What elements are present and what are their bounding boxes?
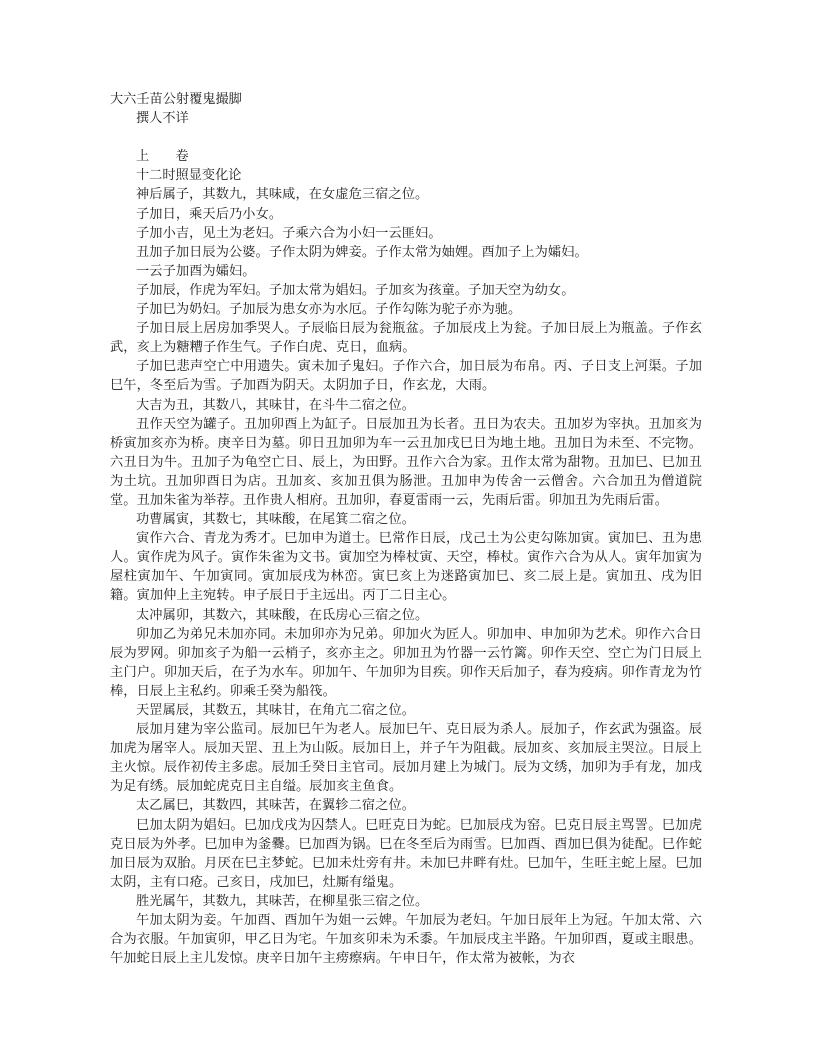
paragraph-wu-intro: 胜光属午，其数九，其味苦，在柳星张三宿之位。 [136,893,429,909]
paragraph-chen-line-1: 辰加月建为宰公监司。辰加巳午为老人。辰加巳午、克日辰为杀人。辰加子，作玄武为强盗。辰加虎为屠宰人。辰加天罡、丑上为山阪。辰加日上，并子午为阻截。辰加亥、亥加辰主哭泣。日辰上主火惊。辰作初传主多虑。辰加壬癸日主官司。辰加月建上为城门。辰为文绣，加卯为手有龙，加戌为足有绣。辰加蛇虎克日主自缢。辰加亥主鱼食。 [110,722,702,795]
paragraph-wu-line-1: 午加太阴为妾。午加酉、酉加午为姐一云婢。午加辰为老妇。午加日辰年上为冠。午加太常、六合为衣服。午加寅卯，甲乙日为宅。午加亥卯未为禾黍。午加辰戌主半路。午加卯酉，夏或主眼患。午加蛇日辰上主儿发惊。庚辛日加午主痨瘵病。午申日午，作太常为被帐，为衣 [110,913,702,967]
paragraph-mao-line-1: 卯加乙为弟兄未加亦同。未加卯亦为兄弟。卯加火为匠人。卯加申、申加卯为艺术。卯作六合日辰为罗网。卯加亥子为船一云梢子，亥亦主之。卯加丑为竹器一云竹篱。卯作天空、空亡为门日辰上主门户。卯加天后，在子为水车。卯加午、午加卯为目疾。卯作天后加子，春为疫病。卯作青龙为竹棒，日辰上主私约。卯乘壬癸为船筏。 [110,626,702,699]
volume-heading: 上 卷 [136,149,189,165]
document-byline: 撰人不详 [136,111,189,127]
paragraph-si-intro: 太乙属巳，其数四，其味苦，在翼轸二宿之位。 [136,798,416,814]
paragraph-mao-intro: 太冲属卯，其数六，其味酸，在氐房心三宿之位。 [136,607,429,623]
paragraph-zi-intro: 神后属子，其数九，其味咸，在女虚危三宿之位。 [136,187,429,203]
paragraph-zi-line-1: 子加日，乘天后乃小女。 [136,206,283,222]
paragraph-zi-line-4: 一云子加酉为孀妇。 [136,263,256,279]
section-heading: 十二时照显变化论 [136,168,242,184]
paragraph-container [110,185,702,968]
paragraph-zi-line-8: 子加巳悲声空亡中用遗失。寅未加子鬼妇。子作六合，加日辰为布帛。丙、子日支上河渠。子加巳午，冬至后为雪。子加酉为阴天。太阴加子日，作玄龙，大雨。 [110,359,702,394]
paragraph-yin-intro: 功曹属寅，其数七，其味酸，在尾箕二宿之位。 [136,512,416,528]
document-title: 大六壬苗公射覆鬼撮脚 [110,92,242,107]
paragraph-yin-line-1: 寅作六合、青龙为秀才。巳加申为道士。巳常作日辰，戊己土为公吏勾陈加寅。寅加巳、丑为患人。寅作虎为风子。寅作朱雀为文书。寅加空为棒杖寅、天空，棒杖。寅作六合为从人。寅年加寅为屋柱寅加午、午加寅同。寅加辰戌为林峦。寅巳亥上为迷路寅加巳、亥二辰上是。寅加丑、戌为旧籍。寅加仲上主宛转。申子辰日于主远出。丙丁二日主心。 [110,531,702,604]
paragraph-chen-intro: 天罡属辰，其数五，其味甘，在角亢二宿之位。 [136,703,416,718]
document-text-body [110,90,702,968]
paragraph-zi-line-2: 子加小吉，见土为老妇。子乘六合为小妇一云匪妇。 [136,225,442,241]
paragraph-zi-line-7: 子加日辰上居房加季哭人。子辰临日辰为瓮瓶盆。子加辰戌上为瓮。子加日辰上为瓶盖。子作玄武，亥上为糖糟子作生气。子作白虎、克日，血病。 [110,321,702,356]
paragraph-zi-line-6: 子加巳为奶妇。子加辰为患女亦为水厄。子作勾陈为驼子亦为驰。 [136,302,522,318]
paragraph-chou-intro: 大吉为丑，其数八，其味甘，在斗牛二宿之位。 [136,397,416,413]
paragraph-si-line-1: 巳加太阴为娼妇。巳加戊戌为囚禁人。巳旺克日为蛇。巳加辰戌为窑。巳克日辰主骂詈。巳加虎克日辰为外孝。巳加申为釜爨。巳加酉为锅。巳在冬至后为雨雪。巳加酉、酉加巳俱为徒配。巳作蛇加日辰为双胎。月厌在巳主梦蛇。巳加未灶旁有井。未加巳井畔有灶。巳加午，生旺主蛇上屋。巳加太阴，主有口疮。己亥日，戌加巳，灶厮有缢鬼。 [110,817,702,890]
paragraph-zi-line-3: 丑加子加日辰为公婆。子作太阴为婢妾。子作太常为妯娌。酉加子上为孀妇。 [136,244,588,260]
paragraph-zi-line-5: 子加辰，作虎为军妇。子加太常为娼妇。子加亥为孩童。子加天空为幼女。 [136,282,575,298]
title-spacer [110,128,702,147]
paragraph-chou-line-1: 丑作天空为罐子。丑加卯酉上为缸子。日辰加丑为长者。丑日为农夫。丑加岁为宰执。丑加亥为桥寅加亥亦为桥。庚辛日为墓。卯日丑加卯为车一云丑加戌巳日为地土地。丑加日为未至、不完物。六丑日为牛。丑加子为龟空亡日、辰上，为田野。丑作六合为家。丑作太常为甜物。丑加巳、巳加丑为土坑。丑加卯酉日为店。丑加亥、亥加丑俱为肠泄。丑加申为传舍一云僧舍。六合加丑为僧道院堂。丑加朱雀为举荐。丑作贵人相府。丑加卯，春夏雷雨一云，先雨后雷。卯加丑为先雨后雷。 [110,416,702,508]
